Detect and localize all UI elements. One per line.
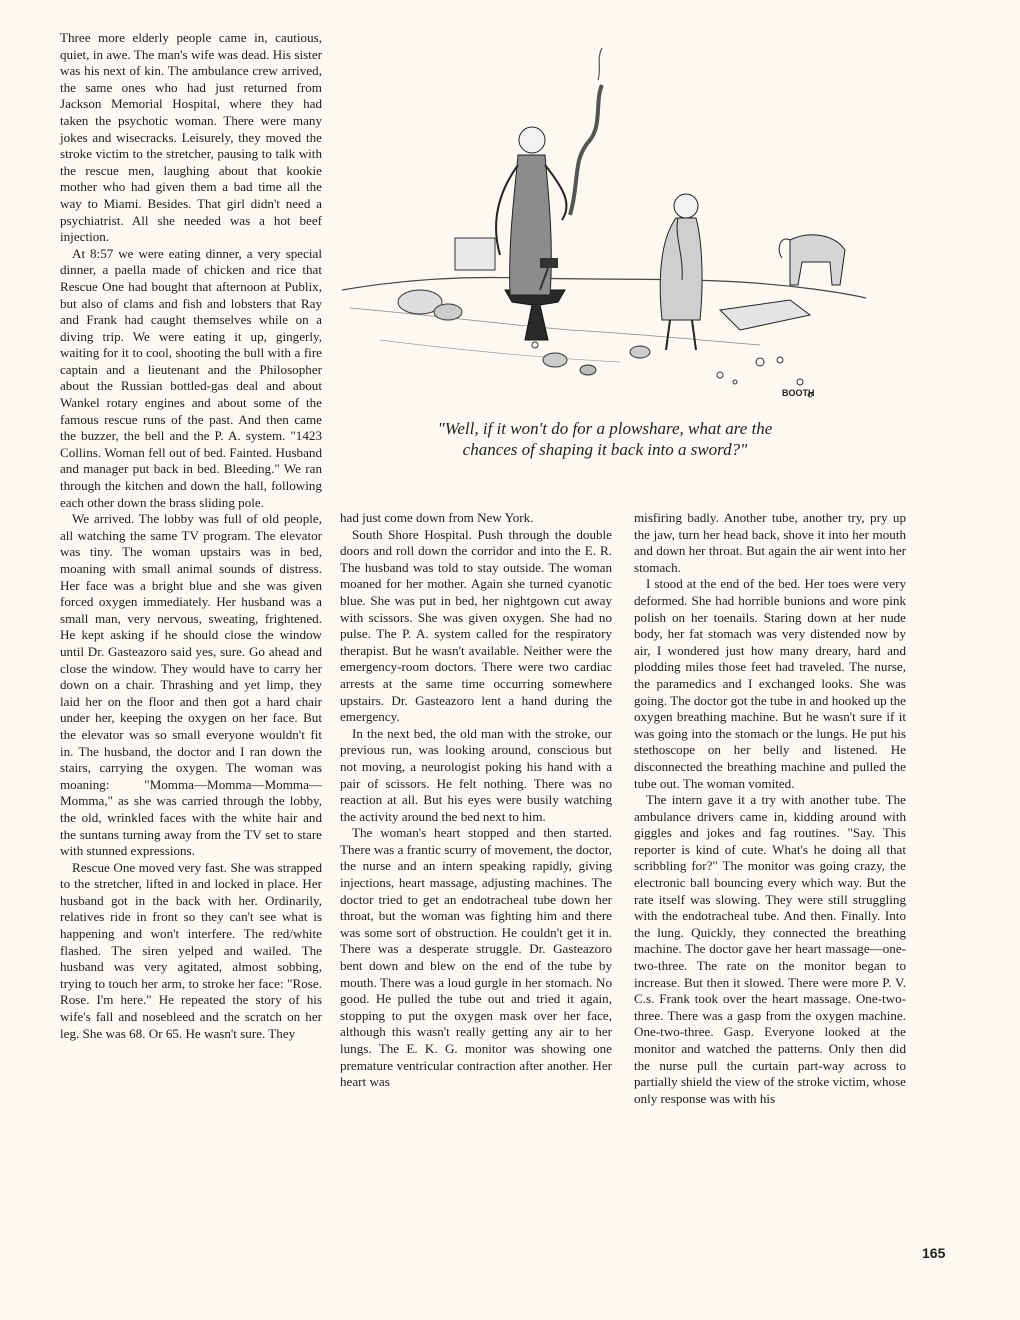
paragraph: had just come down from New York. (340, 510, 534, 525)
cartoon-caption (345, 418, 865, 460)
page-number: 165 (922, 1245, 946, 1261)
paragraph: I stood at the end of the bed. Her toes were very deformed. She had horrible bunions and wore pink polish on her toenails. Staring down at her nude body, her fat stomach was very distended now by air, I wondered just how many dreary, hard and plodding miles those feet had traveled. The nurse, the paramedics and I exchanged looks. She was going. The doctor got the tube in and hooked up the oxygen breathing machine. But he wasn't sure if it was going into the stomach or the lungs. He put his stethoscope on her belly and listened. He disconnected the breathing machine and pulled the tube out. The woman vomited. (634, 576, 906, 791)
paragraph: We arrived. The lobby was full of old people, all watching the same TV program. The elevator was tiny. The woman upstairs was in bed, moaning with small animal sounds of distress. Her face was a bright blue and she was given forced oxygen immediately. Her husband was a small man, very nervous, sweating, frightened. He kept asking if he should close the window until Dr. Gasteazoro said yes, sure. Go ahead and close the window. They would have to carry her down on a chair. Thrashing and yet limp, they laid her on the floor and then got a hard chair under her, keeping the oxygen on her face. But the elevator was so small everyone wouldn't fit in. The husband, the doctor and I ran down the stairs, carrying the oxygen. The woman was moaning: "Momma—Momma—Momma—Momma," as she was carried through the lobby, the old, wrinkled faces with the white hair and the suntans turning away from the TV set to stare with stunned expressions. (60, 511, 322, 859)
cartoon-signature: BOOTH (782, 388, 815, 398)
paragraph: The intern gave it a try with another tube. The ambulance drivers came in, kidding around with giggles and jokes and fag routines. "Say. This reporter is kind of cute. What's he doing all that scribbling for?" The monitor was going crazy, the electronic ball bouncing every which way. But the rate itself was slowing. They were still struggling with the endotracheal tube. And then. Finally. Into the lung. Quickly, they connected the breathing machine. The doctor gave her heart massage—one-two-three. The rate on the monitor began to increase. But then it slowed. There were more P. V. C.s. Frank took over the heart massage. One-two-three. There was a gasp from the oxygen machine. One-two-three. Gasp. Everyone looked at the monitor and watched the patterns. Only then did the nurse pull the curtain part-way across to partially shield the view of the stroke victim, whose only response was with his (634, 792, 906, 1106)
article-column-2 (340, 510, 612, 1091)
paragraph: In the next bed, the old man with the stroke, our previous run, was looking around, conscious but not moving, a neurologist poking his hand with a pair of scissors. He felt nothing. There was no reaction at all. But his eyes were busily watching the activity around the bed next to him. (340, 725, 612, 824)
paragraph: At 8:57 we were eating dinner, a very special dinner, a paella made of chicken and rice that Rescue One had bought that afternoon at Publix, but also of clams and fish and lobsters that Ray and Frank had caught themselves while on a diving trip. We were eating it up, gingerly, waiting for it to cool, shooting the bull with a fire captain and a lieutenant and the Philosopher about the Russian bottled-gas deal and about Wankel rotary engines and about some of the famous rescue runs of the past. And then came the buzzer, the bell and the P. A. system. "1423 Collins. Woman fell out of bed. Fainted. Husband and manager put back in bed. Bleeding." We ran through the kitchen and down the hall, following each other down the brass sliding pole. (60, 245, 322, 510)
paragraph: The woman's heart stopped and then started. There was a frantic scurry of movement, the doctor, the nurse and an intern speaking rapidly, giving injections, heart massage, adjusting machines. The doctor tried to get an endotracheal tube down her throat, but the woman was fighting him and there was some sort of obstruction. He couldn't get it in. There was a desperate struggle. Dr. Gasteazoro bent down and blew on the end of the tube by mouth. There was a loud gurgle in her stomach. No good. He pulled the tube out and tried it again, stopping to put the oxygen mask over her face, although this wasn't really getting any air to her lungs. The E. K. G. monitor was showing one premature ventricular contraction after another. Her heart was (340, 825, 612, 1090)
caption-line: chances of shaping it back into a sword?" (462, 440, 748, 459)
article-column-1 (60, 30, 322, 1042)
paragraph: South Shore Hospital. Push through the double doors and roll down the corridor and into the E. R. The husband was told to stay outside. The woman moaned for her mother. Again she turned cyanotic blue. She was put in bed, her nightgown cut away with scissors. She was given oxygen. She had no pulse. The P. A. system called for the respiratory therapist. But he wasn't available. Neither were the emergency-room doctors. There were two cardiac arrests at the same time occurring somewhere upstairs. Dr. Gasteazoro lent a hand during the emergency. (340, 526, 612, 725)
paragraph: Three more elderly people came in, cautious, quiet, in awe. The man's wife was dead. His sister was his next of kin. The ambulance crew arrived, the same ones who had just returned from Jackson Memorial Hospital, where they had taken the psychotic woman. There were many jokes and wisecracks. Leisurely, they moved the stroke victim to the stretcher, pausing to talk with the rescue men, laughing about that kookie mother who had given them a bad time all the way to Miami. Besides. That girl didn't need a psychiatrist. All she needed was a hot beef injection. (60, 30, 322, 245)
cartoon-illustration (340, 40, 868, 435)
paragraph: Rescue One moved very fast. She was strapped to the stretcher, lifted in and locked in place. Her husband got in the back with her. Ordinarily, relatives ride in front so they can't see what is happening and won't interfere. The red/white flashed. The siren yelped and wailed. The husband was very agitated, almost sobbing, trying to touch her arm, to stroke her face: "Rose. Rose. I'm here." He repeated the story of his wife's fall and nosebleed and the scratch on her leg. She was 68. Or 65. He wasn't sure. They (60, 859, 322, 1041)
caption-line: "Well, if it won't do for a plowshare, what are the (437, 419, 773, 438)
paragraph: misfiring badly. Another tube, another try, pry up the jaw, turn her head back, shove it into her mouth and down her throat. But again the air went into her stomach. (634, 510, 906, 575)
article-column-3 (634, 510, 906, 1107)
